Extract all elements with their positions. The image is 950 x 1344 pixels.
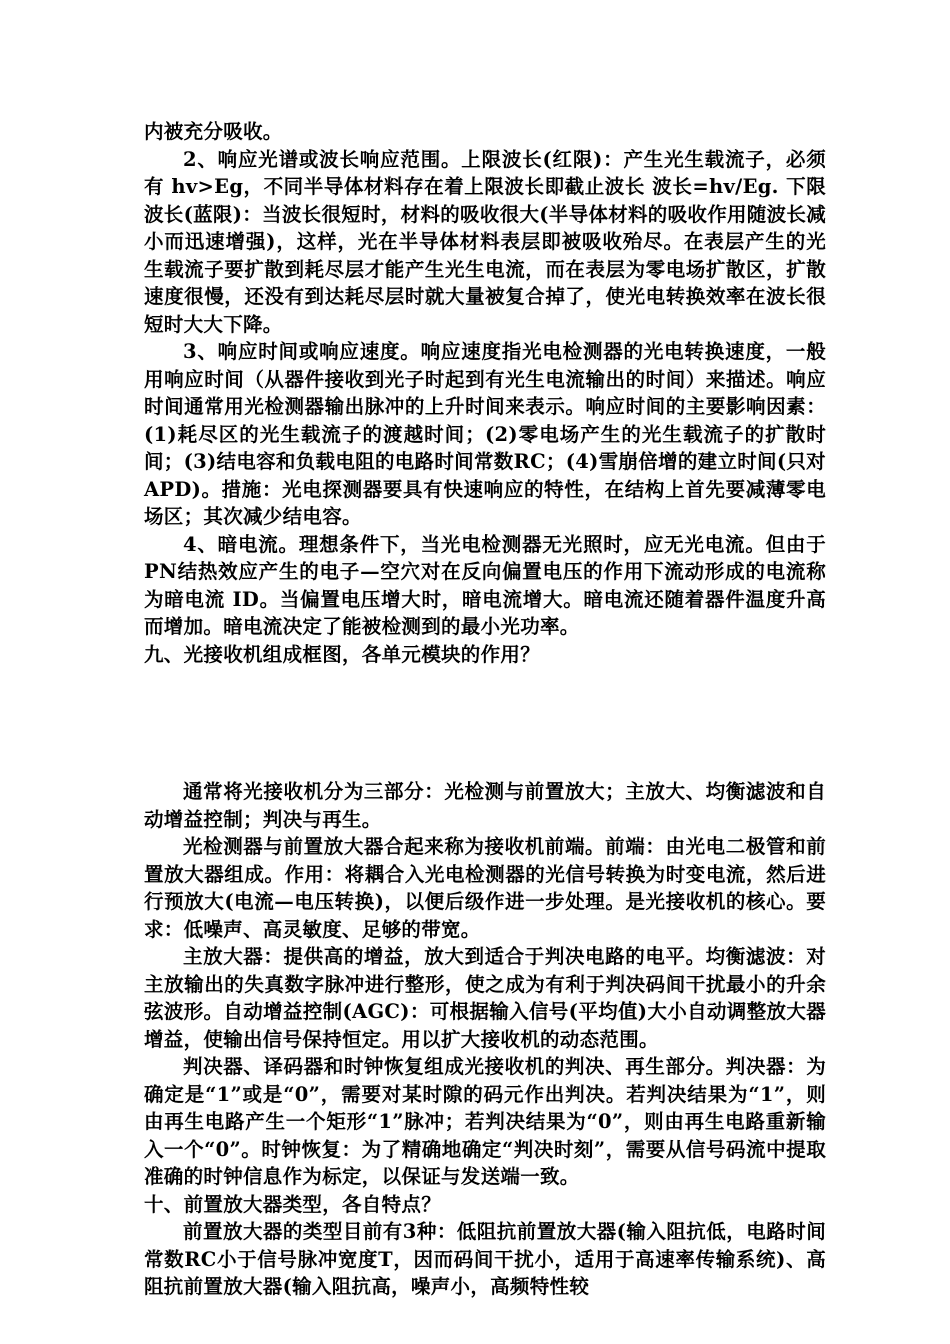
heading-section-10: 十、前置放大器类型，各自特点？ <box>144 1192 442 1216</box>
heading-section-9: 九、光接收机组成框图，各单元模块的作用？ <box>144 642 541 666</box>
paragraph-front-end: 光检测器与前置放大器合起来称为接收机前端。前端：由光电二极管和前置放大器组成。作用：将耦合入光电检测器的光信号转换为时变电流，然后进行预放大(电流—电压转换)，以便后级作进一步处理。是光接收机的核心。要求：低噪声、高灵敏度、足够的带宽。 <box>144 835 826 941</box>
paragraph-receiver-parts: 通常将光接收机分为三部分：光检测与前置放大；主放大、均衡滤波和自动增益控制；判决与再生。 <box>144 780 826 831</box>
section8-tail-text: 内被充分吸收。 <box>144 120 283 143</box>
document-body <box>144 118 826 1301</box>
paragraph-response-time: 3、响应时间或响应速度。响应速度指光电检测器的光电转换速度，一般用响应时间（从器件接收到光子时起到有光生电流输出的时间）来描述。响应时间通常用光检测器输出脉冲的上升时间来表示。响应时间的主要影响因素：(1)耗尽区的光生载流子的渡越时间；(2)零电场产生的光生载流子的扩散时间；(3)结电容和负载电阻的电路时间常数RC；(4)雪崩倍增的建立时间(只对APD)。措施：光电探测器要具有快速响应的特性，在结构上首先要减薄零电场区；其次减少结电容。 <box>144 340 826 528</box>
paragraph-response-spectrum: 2、响应光谱或波长响应范围。上限波长(红限)：产生光生载流子，必须有 hv>Eg，不同半导体材料存在着上限波长即截止波长 波长=hv/Eg. 下限波长(蓝限)：当波长很短时，材料的吸收很大(半导体材料的吸收作用随波长减小而迅速增强)，这样，光在半导体材料表层即被吸收殆尽。在表层产生的光生载流子要扩散到耗尽层才能产生光生电流，而在表层为零电场扩散区，扩散速度很慢，还没有到达耗尽层时就大量被复合掉了，使光电转换效率在波长很短时大大下降。 <box>144 147 826 336</box>
blank-figure-space <box>144 668 826 778</box>
paragraph-decision-regeneration: 判决器、译码器和时钟恢复组成光接收机的判决、再生部分。判决器：为确定是“1”或是“0”，需要对某时隙的码元作出判决。若判决结果为“1”，则由再生电路产生一个矩形“1”脉冲；若判决结果为“0”，则由再生电路重新输入一个“0”。时钟恢复：为了精确地确定“判决时刻”，需要从信号码流中提取准确的时钟信息作为标定，以保证与发送端一致。 <box>144 1055 826 1188</box>
paragraph-main-amplifier: 主放大器：提供高的增益，放大到适合于判决电路的电平。均衡滤波：对主放输出的失真数字脉冲进行整形，使之成为有利于判决码间干扰最小的升余弦波形。自动增益控制(AGC)：可根据输入信号(平均值)大小自动调整放大器增益，使输出信号保持恒定。用以扩大接收机的动态范围。 <box>144 945 826 1051</box>
paragraph-dark-current: 4、暗电流。理想条件下，当光电检测器无光照时，应无光电流。但由于PN结热效应产生的电子—空穴对在反向偏置电压的作用下流动形成的电流称为暗电流 ID。当偏置电压增大时，暗电流增大。暗电流还随着器件温度升高而增加。暗电流决定了能被检测到的最小光功率。 <box>144 532 826 638</box>
paragraph-preamp-types: 前置放大器的类型目前有3种：低阻抗前置放大器(输入阻抗低，电路时间常数RC小于信号脉冲宽度T，因而码间干扰小，适用于高速率传输系统)、高阻抗前置放大器(输入阻抗高，噪声小，高频特性较 <box>144 1220 826 1298</box>
